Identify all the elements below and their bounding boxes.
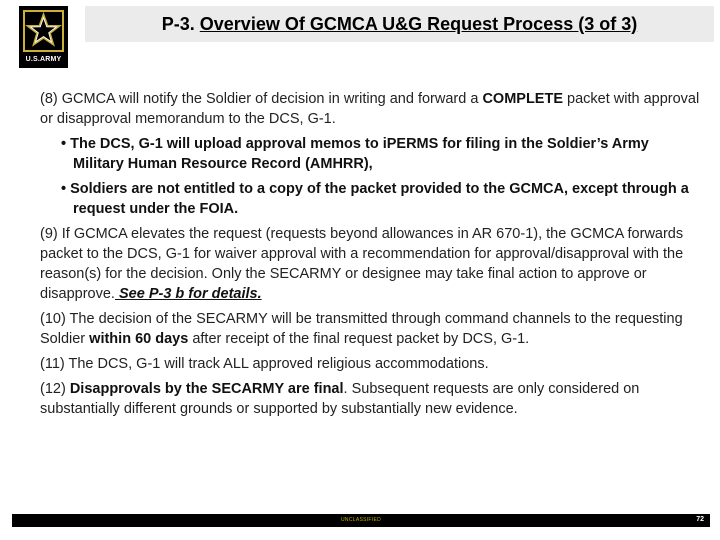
paragraph-10 bbox=[40, 309, 700, 349]
paragraph-8-text-end: packet with approval or disapproval memorandum to the DCS, G-1. bbox=[40, 91, 700, 127]
paragraph-10-emphasis: within 60 days bbox=[89, 331, 189, 347]
army-logo bbox=[19, 6, 68, 68]
paragraph-8-emphasis: COMPLETE bbox=[482, 91, 563, 107]
paragraph-8-text: (8) GCMCA will notify the Soldier of decision in writing and forward a bbox=[40, 91, 483, 107]
title-bar bbox=[85, 6, 714, 42]
slide-content bbox=[40, 89, 700, 419]
bullet-item: • Soldiers are not entitled to a copy of the packet provided to the GCMCA, except through a request under the FOIA. bbox=[61, 181, 689, 217]
title-prefix: P-3. bbox=[161, 14, 200, 34]
paragraph-8 bbox=[40, 89, 700, 129]
paragraph-9-reference: See P-3 b for details. bbox=[114, 286, 262, 302]
army-star-icon bbox=[20, 7, 67, 55]
paragraph-10-text: (10) The decision of the SECARMY will be transmitted through command channels to the requesting Soldier bbox=[40, 311, 683, 347]
title-text: Overview Of GCMCA U&G Request Process (3 of 3) bbox=[199, 14, 638, 34]
bullet-item: • The DCS, G-1 will upload approval memos to iPERMS for filing in the Soldier’s Army Military Human Resource Record (AMHRR), bbox=[61, 136, 649, 172]
paragraph-10-text-end: after receipt of the final request packet by DCS, G-1. bbox=[188, 331, 530, 347]
classification-marking: UNCLASSIFIED bbox=[341, 517, 381, 523]
paragraph-11: (11) The DCS, G-1 will track ALL approved religious accommodations. bbox=[40, 356, 489, 372]
paragraph-9-text: (9) If GCMCA elevates the request (requests beyond allowances in AR 670-1), the GCMCA forwards packet to the DCS, G-1 for waiver approval with a recommendation for approval/disapproval with the reason(s) for the decision. Only the SECARMY or designee may take final action to approve or disapprove. bbox=[40, 226, 684, 302]
footer-bar bbox=[12, 514, 710, 527]
page-number: 72 bbox=[696, 516, 704, 523]
paragraph-12 bbox=[40, 379, 700, 419]
paragraph-12-text-end: . Subsequent requests are only considered on substantially different grounds or supported by substantially new evidence. bbox=[40, 381, 640, 417]
paragraph-12-emphasis: Disapprovals by the SECARMY are final bbox=[69, 381, 344, 397]
paragraph-9 bbox=[40, 224, 700, 304]
paragraph-12-text: (12) bbox=[40, 381, 70, 397]
page-title bbox=[85, 14, 714, 35]
logo-wordmark: U.S.ARMY bbox=[25, 56, 62, 63]
